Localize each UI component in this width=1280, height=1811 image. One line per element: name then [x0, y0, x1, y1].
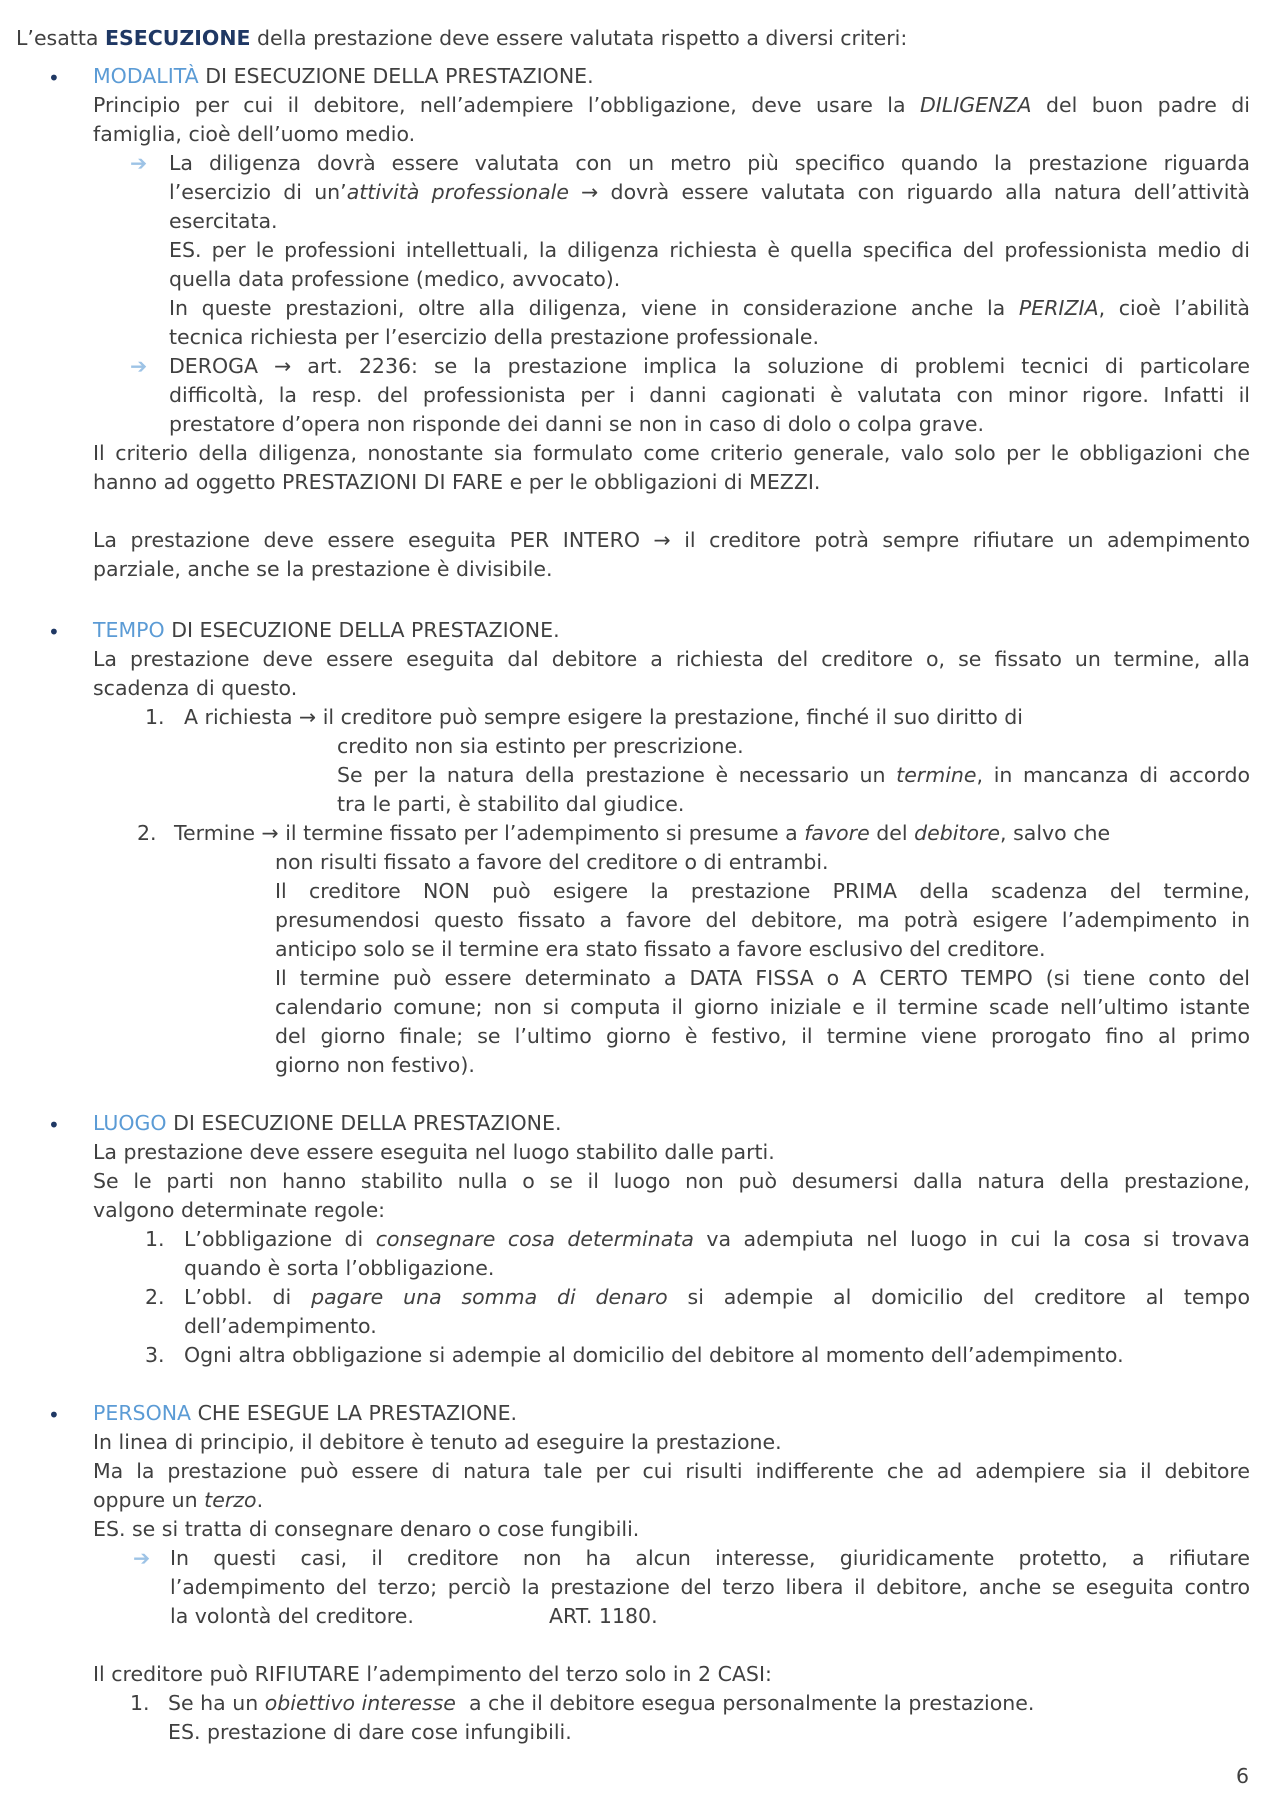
paragraph-line: giorno non festivo).: [275, 1053, 475, 1077]
paragraph-line: La prestazione deve essere eseguita nel luogo stabilito dalle parti.: [93, 1140, 775, 1164]
paragraph-line: [93, 1486, 1280, 1515]
arrow-right-icon: ➔: [130, 151, 148, 175]
paragraph-line: ES. prestazione di dare cose infungibili.: [168, 1720, 572, 1744]
paragraph-line: Il termine può essere determinato a DATA FISSA o A CERTO TEMPO (si tiene conto del: [275, 966, 1250, 990]
paragraph-line: In questi casi, il creditore non ha alcun interesse, giuridicamente protetto, a rifiutare: [170, 1546, 1250, 1570]
emphasis: terzo: [204, 1488, 257, 1512]
paragraph-line: Ogni altra obbligazione si adempie al domicilio del debitore al momento dell’adempimento.: [184, 1343, 1124, 1367]
paragraph-line: la volontà del creditore.: [170, 1604, 414, 1628]
paragraph-line: La diligenza dovrà essere valutata con un metro più specifico quando la prestazione riguarda: [169, 151, 1250, 175]
paragraph-line: Il criterio della diligenza, nonostante sia formulato come criterio generale, valo solo per le obbligazioni che: [93, 441, 1250, 465]
text: del: [869, 821, 915, 845]
paragraph-line: Ma la prestazione può essere di natura tale per cui risulti indifferente che ad adempiere sia il debitore: [93, 1459, 1250, 1483]
bullet-icon: •: [48, 620, 60, 644]
paragraph-line: parziale, anche se la prestazione è divisibile.: [93, 557, 553, 581]
paragraph-line: [184, 1283, 1250, 1312]
paragraph-line: calendario comune; non si computa il giorno iniziale e il termine scade nell’ultimo istante: [275, 995, 1250, 1019]
text: oppure un: [93, 1488, 205, 1512]
paragraph-line: ES. se si tratta di consegnare denaro o cose fungibili.: [93, 1517, 640, 1541]
intro-text-end: della prestazione deve essere valutata rispetto a diversi criteri:: [250, 26, 908, 50]
paragraph-line: Il creditore NON può esigere la prestazione PRIMA della scadenza del termine,: [275, 879, 1250, 903]
page-number: 6: [1236, 1764, 1250, 1788]
section-keyword: LUOGO: [93, 1111, 167, 1135]
section-title-modalita: [93, 62, 1280, 91]
paragraph-line: presumendosi questo fissato a favore del debitore, ma potrà esigere l’adempimento in: [275, 908, 1250, 932]
text: Principio per cui il debitore, nell’adempiere l’obbligazione, deve usare la: [93, 93, 920, 117]
intro-keyword: ESECUZIONE: [104, 26, 251, 50]
paragraph-line: esercitata.: [169, 209, 278, 233]
paragraph-line: non risulti fissato a favore del creditore o di entrambi.: [275, 850, 829, 874]
paragraph-line: anticipo solo se il termine era stato fissato a favore esclusivo del creditore.: [275, 937, 1046, 961]
paragraph-line: l’adempimento del terzo; perciò la prestazione del terzo libera il debitore, anche se eseguita contro: [170, 1575, 1250, 1599]
intro-text: L’esatta: [16, 26, 105, 50]
emphasis: PERIZIA: [1018, 296, 1099, 320]
paragraph-line: quella data professione (medico, avvocato).: [169, 267, 621, 291]
text: L’obbl. di: [184, 1285, 312, 1309]
paragraph-line: prestatore d’opera non risponde dei danni se non in caso di dolo o colpa grave.: [169, 412, 985, 436]
paragraph-line: A richiesta → il creditore può sempre esigere la prestazione, finché il suo diritto di: [184, 705, 1023, 729]
paragraph-line: [174, 819, 1280, 848]
paragraph-line: ES. per le professioni intellettuali, la diligenza richiesta è quella specifica del professionista medio di: [169, 238, 1250, 262]
paragraph-line: dell’adempimento.: [184, 1314, 377, 1338]
section-keyword: MODALITÀ: [93, 64, 199, 88]
emphasis: DILIGENZA: [919, 93, 1032, 117]
section-title-rest: DI ESECUZIONE DELLA PRESTAZIONE.: [166, 1111, 562, 1135]
text: del buon padre di: [1031, 93, 1251, 117]
paragraph-line: difficoltà, la resp. del professionista per i danni cagionati è valutata con minor rigore. Infatti il: [169, 383, 1250, 407]
text: .: [256, 1488, 264, 1512]
section-keyword: TEMPO: [93, 618, 165, 642]
paragraph-line: hanno ad oggetto PRESTAZIONI DI FARE e per le obbligazioni di MEZZI.: [93, 470, 821, 494]
text: Se ha un: [168, 1691, 265, 1715]
article-reference: ART. 1180.: [549, 1604, 658, 1628]
text: , cioè l’abilità: [1098, 296, 1250, 320]
paragraph-line: [169, 178, 1250, 207]
list-number: 1.: [145, 705, 165, 729]
text: si adempie al domicilio del creditore al tempo: [667, 1285, 1250, 1309]
section-title-rest: CHE ESEGUE LA PRESTAZIONE.: [191, 1401, 518, 1425]
text: In queste prestazioni, oltre alla diligenza, viene in considerazione anche la: [169, 296, 1019, 320]
emphasis: pagare una somma di denaro: [311, 1285, 668, 1309]
section-title-luogo: [93, 1109, 1280, 1138]
text: va adempiuta nel luogo in cui la cosa si trovava: [693, 1227, 1250, 1251]
text: Termine → il termine fissato per l’adempimento si presume a: [174, 821, 805, 845]
arrow-right-icon: ➔: [130, 354, 148, 378]
emphasis: consegnare cosa determinata: [375, 1227, 694, 1251]
emphasis: obiettivo interesse: [264, 1691, 456, 1715]
arrow-right-icon: ➔: [133, 1546, 151, 1570]
paragraph-line: tecnica richiesta per l’esercizio della prestazione professionale.: [169, 325, 820, 349]
paragraph-line: [168, 1689, 1280, 1718]
text: L’obbligazione di: [184, 1227, 376, 1251]
text: , in mancanza di accordo: [976, 763, 1250, 787]
section-title-persona: [93, 1399, 1280, 1428]
emphasis: debitore: [914, 821, 1001, 845]
emphasis: termine: [896, 763, 977, 787]
paragraph-line: In linea di principio, il debitore è tenuto ad eseguire la prestazione.: [93, 1430, 782, 1454]
emphasis: favore: [804, 821, 870, 845]
intro-line: [16, 24, 1280, 53]
text: l’esercizio di un’: [169, 180, 347, 204]
paragraph-line: tra le parti, è stabilito dal giudice.: [337, 792, 685, 816]
paragraph-line: La prestazione deve essere eseguita PER INTERO → il creditore potrà sempre rifiutare un adempimento: [93, 528, 1250, 552]
text: Se per la natura della prestazione è necessario un: [337, 763, 897, 787]
list-number: 1.: [130, 1691, 150, 1715]
paragraph-line: [184, 1225, 1250, 1254]
list-number: 2.: [137, 821, 157, 845]
bullet-icon: •: [48, 1403, 60, 1427]
paragraph-line: quando è sorta l’obbligazione.: [184, 1256, 495, 1280]
paragraph-line: famiglia, cioè dell’uomo medio.: [93, 122, 416, 146]
paragraph-line: del giorno finale; se l’ultimo giorno è festivo, il termine viene prorogato fino al primo: [275, 1024, 1250, 1048]
text: → dovrà essere valutata con riguardo alla natura dell’attività: [568, 180, 1250, 204]
paragraph-line: La prestazione deve essere eseguita dal debitore a richiesta del creditore o, se fissato un termine, alla: [93, 647, 1250, 671]
paragraph-line: [169, 294, 1250, 323]
list-number: 2.: [145, 1285, 165, 1309]
paragraph-line: scadenza di questo.: [93, 676, 298, 700]
paragraph-line: Se le parti non hanno stabilito nulla o se il luogo non può desumersi dalla natura della prestazione,: [93, 1169, 1250, 1193]
text: , salvo che: [1000, 821, 1111, 845]
list-number: 3.: [145, 1343, 165, 1367]
paragraph-line: [93, 91, 1250, 120]
paragraph-line: Il creditore può RIFIUTARE l’adempimento del terzo solo in 2 CASI:: [93, 1662, 772, 1686]
paragraph-line: valgono determinate regole:: [93, 1198, 386, 1222]
list-number: 1.: [145, 1227, 165, 1251]
text: a che il debitore esegua personalmente la prestazione.: [455, 1691, 1035, 1715]
paragraph-line: credito non sia estinto per prescrizione.: [337, 734, 744, 758]
section-title-tempo: [93, 616, 1280, 645]
section-title-rest: DI ESECUZIONE DELLA PRESTAZIONE.: [164, 618, 560, 642]
paragraph-line: [337, 761, 1250, 790]
bullet-icon: •: [48, 66, 60, 90]
section-title-rest: DI ESECUZIONE DELLA PRESTAZIONE.: [198, 64, 594, 88]
section-keyword: PERSONA: [93, 1401, 192, 1425]
bullet-icon: •: [48, 1113, 60, 1137]
emphasis: attività professionale: [346, 180, 569, 204]
paragraph-line: DEROGA → art. 2236: se la prestazione implica la soluzione di problemi tecnici di particolare: [169, 354, 1250, 378]
